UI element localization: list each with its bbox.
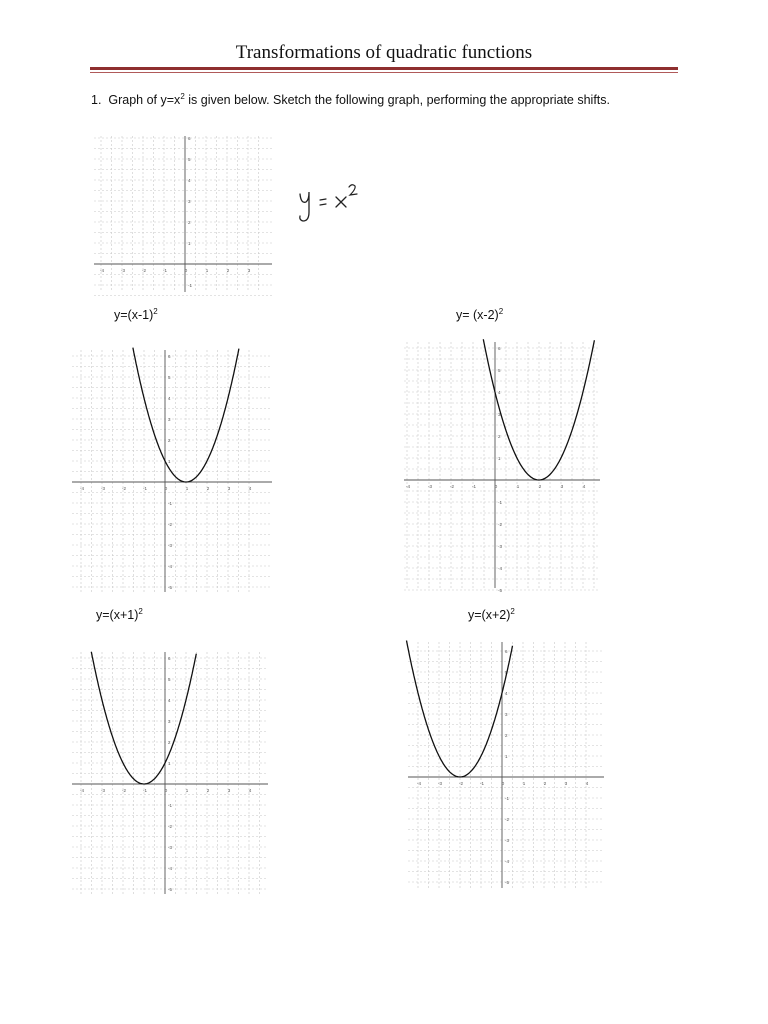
y-tick-label: 2	[168, 740, 171, 745]
x-tick-label: -1	[479, 781, 485, 786]
graph-label-exponent: 2	[153, 307, 158, 316]
page-title: Transformations of quadratic functions	[235, 42, 533, 63]
y-tick-label: 4	[168, 698, 171, 703]
shift-right-1-plot	[70, 348, 274, 594]
y-tick-label: 2	[188, 220, 191, 225]
y-tick-label: 1	[188, 241, 191, 246]
question-exponent: 2	[180, 92, 185, 101]
y-tick-label: 4	[498, 390, 501, 395]
x-tick-label: 0	[164, 788, 168, 793]
graph-label-base: y=(x+2)	[468, 608, 511, 622]
y-tick-label: 2	[168, 438, 171, 443]
y-tick-label: 3	[498, 412, 501, 417]
x-tick-label: 3	[560, 484, 564, 489]
x-tick-label: 0	[494, 484, 498, 489]
shift-right-2-plot	[402, 340, 602, 593]
y-tick-label: -3	[498, 544, 503, 549]
shift-left-2-plot	[406, 640, 606, 890]
y-tick-label: 6	[188, 136, 191, 141]
y-tick-label: 5	[498, 368, 501, 373]
y-tick-label: -3	[168, 845, 173, 850]
y-tick-label: -2	[505, 817, 510, 822]
x-tick-label: -2	[449, 484, 455, 489]
title-rule-thick	[90, 67, 678, 70]
x-tick-label: 3	[564, 781, 568, 786]
y-tick-label: -5	[505, 880, 510, 885]
graph-label-shift-left-2	[468, 607, 515, 622]
graph-base-parabola	[92, 134, 274, 294]
x-tick-label: -1	[142, 788, 148, 793]
x-tick-label: -3	[100, 788, 106, 793]
graph-label-base: y=(x+1)	[96, 608, 139, 622]
x-tick-label: 0	[184, 268, 188, 273]
x-tick-label: -1	[162, 268, 168, 273]
x-tick-label: 1	[185, 788, 189, 793]
x-tick-label: 2	[543, 781, 547, 786]
y-tick-label: -4	[168, 866, 173, 871]
graph-label-exponent: 2	[138, 607, 143, 616]
y-tick-label: -5	[498, 588, 503, 593]
graph-label-exponent: 2	[510, 607, 515, 616]
y-tick-label: -3	[168, 543, 173, 548]
y-tick-label: -1	[168, 803, 173, 808]
graph-shift-right-2	[402, 340, 602, 593]
x-tick-label: 4	[248, 486, 252, 491]
graph-label-shift-left-1	[96, 607, 143, 622]
question-number: 1.	[91, 93, 102, 107]
x-tick-label: -3	[427, 484, 433, 489]
y-tick-label: -4	[498, 566, 503, 571]
y-tick-label: -2	[168, 824, 173, 829]
x-tick-label: 2	[226, 268, 230, 273]
graph-label-exponent: 2	[498, 307, 504, 316]
y-tick-label: 4	[188, 178, 191, 183]
graph-label-shift-right-2	[456, 307, 503, 322]
x-tick-label: -4	[416, 781, 422, 786]
y-tick-label: 1	[168, 761, 171, 766]
x-tick-label: -4	[79, 486, 85, 491]
y-tick-label: 5	[168, 677, 171, 682]
question-text-before: Graph of y=x	[108, 93, 181, 107]
x-tick-label: 3	[227, 486, 231, 491]
question-text-after: is given below. Sketch the following graph, performing the appropriate shifts.	[184, 93, 611, 107]
x-tick-label: 3	[227, 788, 231, 793]
x-tick-label: -2	[458, 781, 464, 786]
handwritten-label	[292, 176, 372, 232]
y-tick-label: 2	[498, 434, 501, 439]
y-tick-label: 3	[168, 719, 171, 724]
x-tick-label: -3	[120, 268, 126, 273]
y-tick-label: 5	[168, 375, 171, 380]
y-tick-label: -1	[498, 500, 503, 505]
graph-shift-right-1	[70, 348, 274, 594]
x-tick-label: 2	[538, 484, 542, 489]
x-tick-label: 1	[185, 486, 189, 491]
question-text	[91, 88, 681, 109]
y-tick-label: 3	[505, 712, 508, 717]
y-tick-label: -1	[505, 796, 510, 801]
y-tick-label: -2	[168, 522, 173, 527]
x-tick-label: 4	[582, 484, 586, 489]
y-tick-label: 3	[168, 417, 171, 422]
y-tick-label: 4	[168, 396, 171, 401]
y-tick-label: 6	[505, 649, 508, 654]
x-tick-label: 0	[501, 781, 505, 786]
graph-label-base: y= (x-2)	[456, 308, 499, 322]
y-tick-label: 3	[188, 199, 191, 204]
x-tick-label: -3	[437, 781, 443, 786]
y-tick-label: -4	[168, 564, 173, 569]
x-tick-label: 1	[522, 781, 526, 786]
x-tick-label: -2	[141, 268, 147, 273]
y-tick-label: 6	[168, 354, 171, 359]
y-tick-label: 5	[505, 670, 508, 675]
x-tick-label: 3	[247, 268, 251, 273]
y-tick-label: 1	[505, 754, 508, 759]
x-tick-label: 1	[516, 484, 520, 489]
x-tick-label: 2	[206, 788, 210, 793]
graph-shift-left-1	[70, 650, 270, 896]
x-tick-label: -1	[471, 484, 477, 489]
y-tick-label: -4	[505, 859, 510, 864]
y-tick-label: 1	[168, 459, 171, 464]
parabola-curve	[407, 641, 513, 778]
y-tick-label: 6	[168, 656, 171, 661]
y-tick-label: -1	[168, 501, 173, 506]
y-tick-label: 2	[505, 733, 508, 738]
x-tick-label: 1	[205, 268, 209, 273]
graph-shift-left-2	[406, 640, 606, 890]
graph-label-shift-right-1	[114, 307, 158, 322]
y-tick-label: -5	[168, 887, 173, 892]
x-tick-label: 2	[206, 486, 210, 491]
y-tick-label: 1	[498, 456, 501, 461]
y-tick-label: 6	[498, 346, 501, 351]
y-tick-label: -3	[505, 838, 510, 843]
y-tick-label: -2	[498, 522, 503, 527]
graph-label-base: y=(x-1)	[114, 308, 154, 322]
x-tick-label: -4	[99, 268, 105, 273]
y-tick-label: 4	[505, 691, 508, 696]
x-tick-label: -1	[142, 486, 148, 491]
x-tick-label: 4	[585, 781, 589, 786]
shift-left-1-plot	[70, 650, 270, 896]
title-rule-thin	[90, 72, 678, 73]
y-tick-label: -5	[168, 585, 173, 590]
x-tick-label: 4	[248, 788, 252, 793]
base-parabola-plot	[92, 134, 274, 294]
x-tick-label: -3	[100, 486, 106, 491]
x-tick-label: -4	[79, 788, 85, 793]
x-tick-label: -4	[405, 484, 411, 489]
x-tick-label: 0	[164, 486, 168, 491]
x-tick-label: -2	[121, 788, 127, 793]
x-tick-label: -2	[121, 486, 127, 491]
y-tick-label: 5	[188, 157, 191, 162]
y-tick-label: -1	[188, 283, 193, 288]
